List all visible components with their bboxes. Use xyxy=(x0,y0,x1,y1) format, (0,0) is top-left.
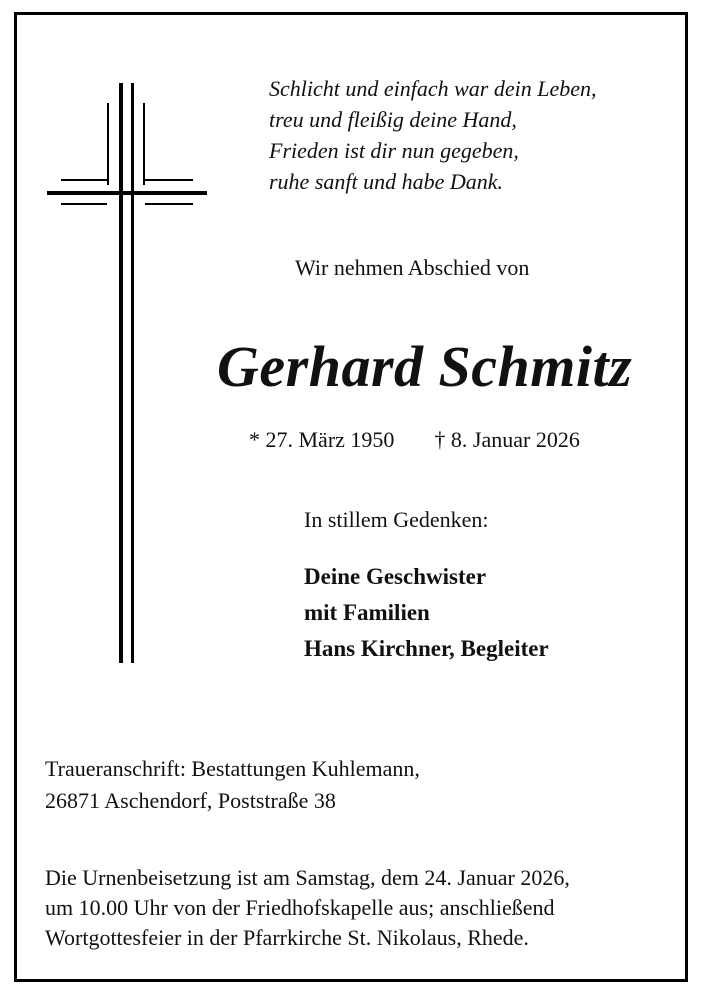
mourning-address xyxy=(45,753,420,817)
deceased-name: Gerhard Schmitz xyxy=(217,334,633,399)
address-line: Traueranschrift: Bestattungen Kuhlemann, xyxy=(45,756,420,781)
mourner-line: Deine Geschwister xyxy=(304,564,487,589)
mourner-line: mit Familien xyxy=(304,600,430,625)
mourners-list xyxy=(304,559,549,667)
farewell-text: Wir nehmen Abschied von xyxy=(295,255,530,280)
address-line: 26871 Aschendorf, Poststraße 38 xyxy=(45,788,336,813)
poem-line: Frieden ist dir nun gegeben, xyxy=(269,138,519,163)
poem-line: ruhe sanft und habe Dank. xyxy=(269,169,504,194)
burial-line: Die Urnenbeisetzung ist am Samstag, dem 24. Januar 2026, xyxy=(45,865,570,890)
poem xyxy=(269,73,597,197)
burial-line: um 10.00 Uhr von der Friedhofskapelle aus; anschließend xyxy=(45,895,555,920)
poem-line: treu und fleißig deine Hand, xyxy=(269,107,517,132)
death-date: † 8. Januar 2026 xyxy=(434,427,580,452)
poem-line: Schlicht und einfach war dein Leben, xyxy=(269,76,597,101)
burial-line: Wortgottesfeier in der Pfarrkirche St. Nikolaus, Rhede. xyxy=(45,925,529,950)
life-dates xyxy=(249,427,580,453)
cross-icon xyxy=(47,83,207,663)
burial-notice xyxy=(45,863,570,953)
obituary-frame xyxy=(14,12,688,982)
memory-text: In stillem Gedenken: xyxy=(304,507,489,532)
birth-date: * 27. März 1950 xyxy=(249,427,395,452)
mourner-line: Hans Kirchner, Begleiter xyxy=(304,636,549,661)
